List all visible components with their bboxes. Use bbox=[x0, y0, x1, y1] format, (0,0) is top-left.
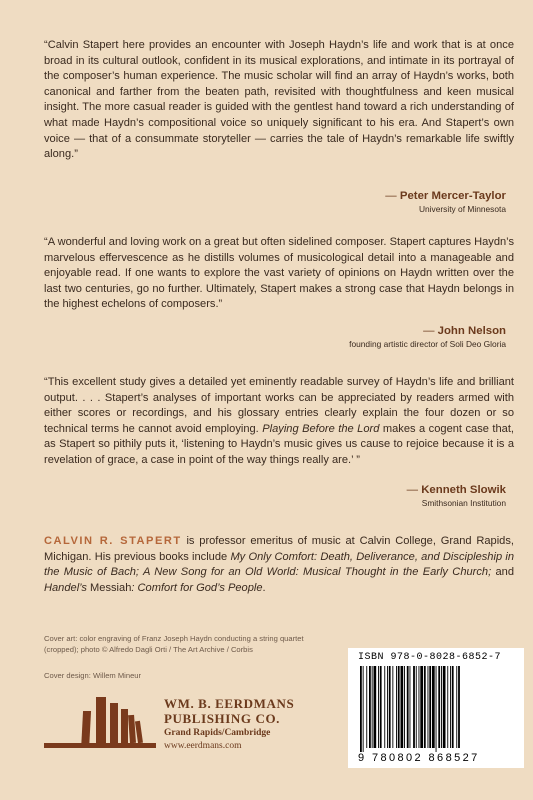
attribution-dash: — bbox=[423, 325, 435, 337]
reviewer-name: Peter Mercer-Taylor bbox=[399, 190, 506, 202]
book-title: Playing Before the Lord bbox=[262, 422, 380, 435]
attribution-dash: — bbox=[406, 484, 419, 496]
review-1 bbox=[44, 38, 514, 163]
isbn-label: ISBN 978-0-8028-6852-7 bbox=[358, 652, 502, 663]
review-2 bbox=[44, 235, 514, 313]
reviewer-affiliation: founding artistic director of Soli Deo Gloria bbox=[349, 339, 506, 349]
book-title: : Comfort for God’s People bbox=[131, 581, 263, 594]
cover-design-credit: Cover design: Willem Mineur bbox=[44, 671, 142, 680]
review-1-attribution bbox=[385, 190, 506, 214]
bio-text: and bbox=[491, 566, 515, 579]
publisher-name-line1: WM. B. EERDMANS bbox=[164, 696, 295, 711]
book-title: My Only Comfort: Death, Deliverance, and Discipleship in the Music of Bach; A New Song for an Old World: Musical Thought in the Early Church; bbox=[44, 550, 514, 579]
author-name: CALVIN R. STAPERT bbox=[44, 535, 182, 547]
review-3 bbox=[44, 375, 514, 469]
quote-text: makes a cogent case that, as Stapert so pithily puts it, ‘listening to Haydn’s music gives us cause to rejoice because it is a revelation of grace, a case in point of the way things really are.’ ” bbox=[44, 422, 514, 466]
publisher-location: Grand Rapids/Cambridge bbox=[164, 728, 271, 738]
review-3-quote bbox=[44, 375, 514, 469]
barcode-bars-icon bbox=[348, 648, 524, 768]
author-bio bbox=[44, 534, 514, 596]
publisher-website: www.eerdmans.com bbox=[164, 741, 242, 751]
review-3-attribution bbox=[407, 484, 506, 508]
quote-text: “This excellent study gives a detailed yet eminently readable survey of Haydn’s life and brilliant output. . . . Stapert’s analyses of important works can be appreciated by readers armed with either scores or recordings, and his glossary entries clearly explain the four dozen or so technical terms he cannot avoid employing. bbox=[44, 376, 514, 435]
reviewer-name: John Nelson bbox=[437, 325, 506, 337]
reviewer-affiliation: University of Minnesota bbox=[418, 204, 506, 214]
barcode-number: 9 780802 868527 bbox=[358, 752, 480, 764]
bio-text: . bbox=[262, 581, 266, 594]
reviewer-name: Kenneth Slowik bbox=[421, 484, 506, 496]
publisher-info bbox=[164, 696, 294, 752]
attribution-dash: — bbox=[385, 190, 397, 202]
reviewer-affiliation: Smithsonian Institution bbox=[421, 498, 506, 508]
eerdmans-logo-icon bbox=[44, 693, 159, 753]
bio-text: is professor emeritus of music at Calvin College, Grand Rapids, Michigan. His previous books include bbox=[44, 535, 514, 563]
cover-art-credit: Cover art: color engraving of Franz Joseph Haydn conducting a string quartet (cropped); photo © Alfredo Dagli Orti / The Art Archive / Corbis bbox=[44, 634, 304, 654]
isbn-barcode bbox=[348, 648, 524, 768]
book-title: Handel’s bbox=[44, 581, 87, 594]
review-1-quote: “Calvin Stapert here provides an encounter with Joseph Haydn’s life and work that is at once broad in its cultural outlook, confident in its musical explorations, and intimate in its portrayal of the composer’s human experience. The music scholar will find an array of Haydn’s works, both canonical and farther from the beaten path, revisited with thoughtfulness and keen musical insight. The more casual reader is guided with the gentlest hand toward a rich understanding of what made Haydn’s compositional voice so uniquely significant to his era. And Stapert’s own voice — that of a consummate storyteller — carries the tale of Haydn’s remarkable life swiftly along.” bbox=[44, 39, 514, 161]
review-2-attribution bbox=[349, 325, 506, 349]
publisher-name-line2: PUBLISHING CO. bbox=[164, 711, 281, 726]
book-title: Messiah bbox=[86, 581, 132, 594]
review-2-quote: “A wonderful and loving work on a great but often sidelined composer. Stapert captures Haydn’s marvelous effervescence as he distills volumes of musicological detail into a manageable and enjoyable read. If one wants to explore the vast variety of opinions on Haydn written over the last two centuries, go no further. Ultimately, Stapert makes a strong case that Haydn belongs in the highest echelons of composers.” bbox=[44, 236, 514, 311]
